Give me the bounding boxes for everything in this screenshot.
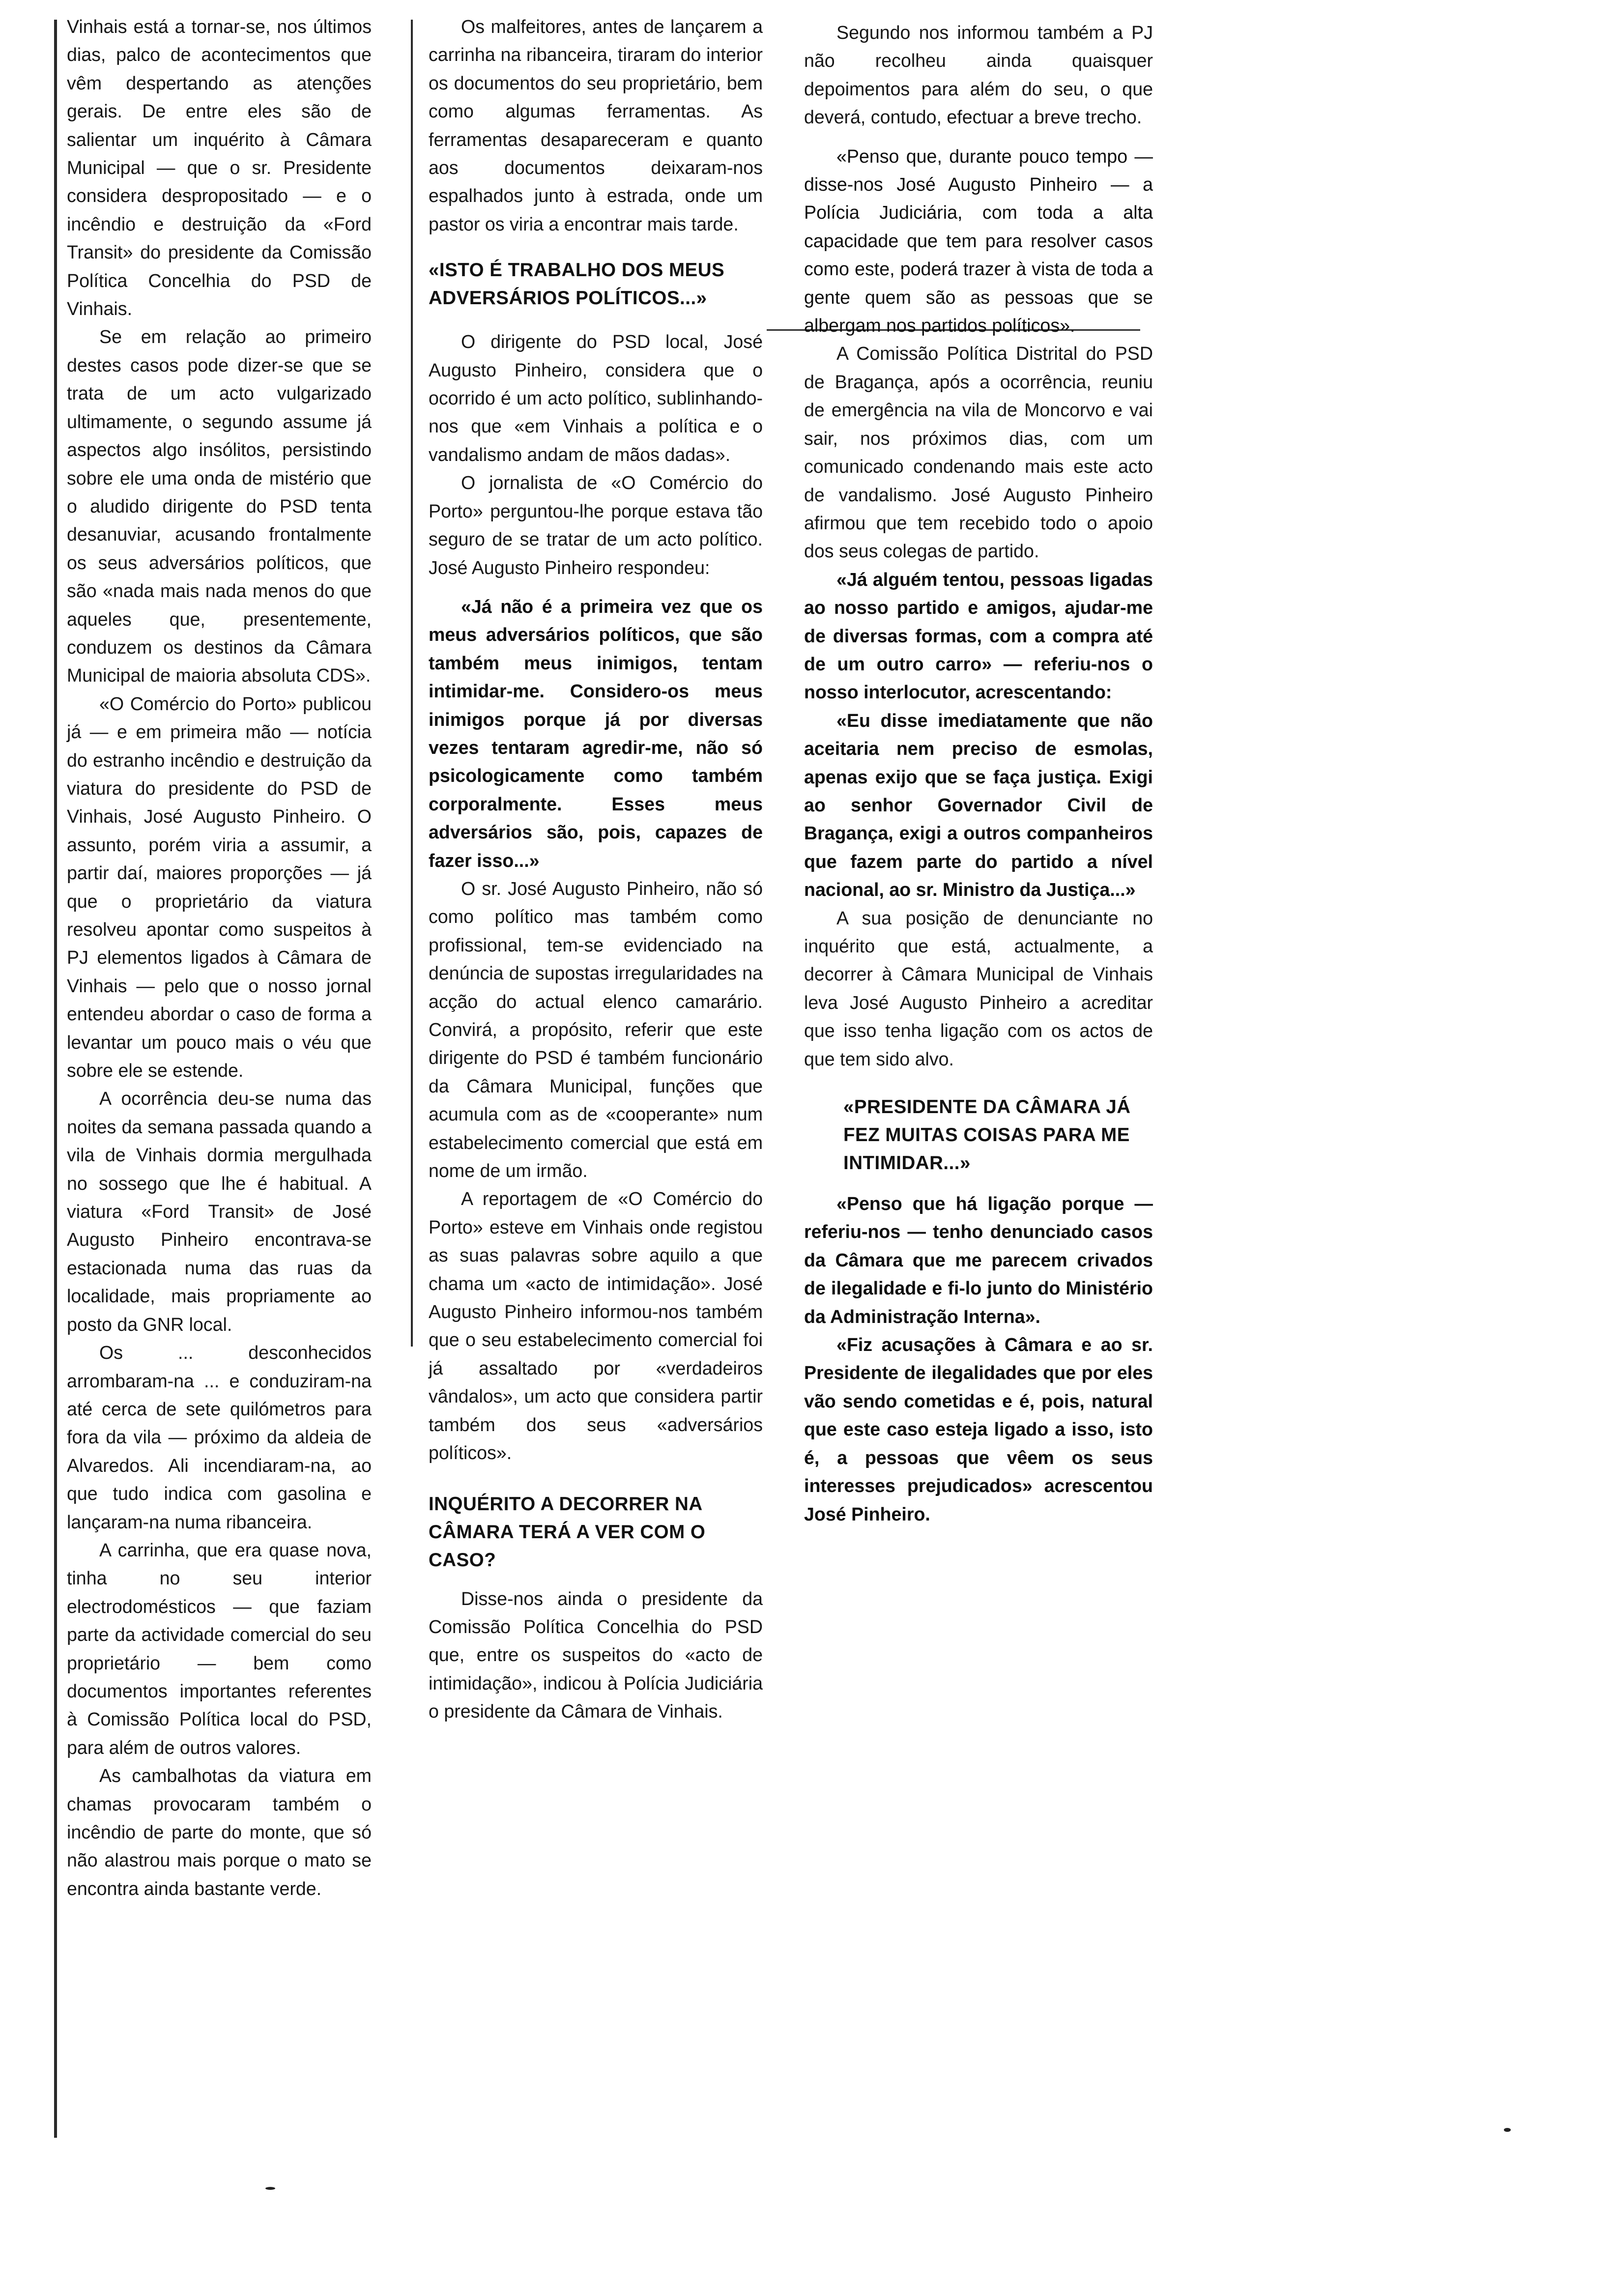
column-rule-middle — [411, 20, 413, 1347]
article-column-2 — [429, 13, 763, 1726]
quote-paragraph: «Penso que há ligação porque — referiu-nos — tenho denunciado casos da Câmara que me parecem crivados de ilegalidade e fi-lo junto do Ministério da Administração Interna». — [804, 1193, 1153, 1327]
paragraph: A Comissão Política Distrital do PSD de Bragança, após a ocorrência, reuniu de emergência na vila de Moncorvo e vai sair, nos próximos dias, com um comunicado condenando mais este acto de vandalismo. José Augusto Pinheiro afirmou que tem recebido todo o apoio dos seus colegas de partido. — [804, 343, 1153, 562]
paragraph: Os malfeitores, antes de lançarem a carrinha na ribanceira, tiraram do interior os documentos do seu proprietário, bem como algumas ferramentas. As ferramentas desapareceram e quanto aos documentos deixaram-nos espalhados junto à estrada, onde um pastor os viria a encontrar mais tarde. — [429, 16, 763, 234]
article-column-3 — [804, 19, 1153, 1528]
paragraph: Disse-nos ainda o presidente da Comissão Política Concelhia do PSD que, entre os suspeitos do «acto de intimidação», indicou à Polícia Judiciária o presidente da Câmara de Vinhais. — [429, 1588, 763, 1722]
scan-speck — [1504, 2128, 1511, 2132]
paragraph: As cambalhotas da viatura em chamas provocaram também o incêndio de parte do monte, que só não alastrou mais porque o mato se encontra ainda bastante verde. — [67, 1765, 372, 1899]
subheading: «PRESIDENTE DA CÂMARA JÁ FEZ MUITAS COISAS PARA ME INTIMIDAR...» — [843, 1096, 1131, 1174]
quote-paragraph: «Penso que, durante pouco tempo — disse-nos José Augusto Pinheiro — a Polícia Judiciária, com toda a alta capacidade que tem para resolver casos como este, poderá trazer à vista de toda a gente quem são as pessoas que se albergam nos partidos políticos». — [804, 145, 1153, 336]
article-column-1 — [67, 13, 372, 1903]
paragraph: O jornalista de «O Comércio do Porto» perguntou-lhe porque estava tão seguro de se tratar de um acto político. José Augusto Pinheiro respondeu: — [429, 472, 763, 578]
paragraph: «O Comércio do Porto» publicou já — e em primeira mão — notícia do estranho incêndio e destruição da viatura do presidente do PSD de Vinhais, José Augusto Pinheiro. O assunto, porém viria a assumir, a partir daí, maiores proporções — já que o proprietário da viatura resolveu apontar como suspeitos à PJ elementos ligados à Câmara de Vinhais — pelo que o nosso jornal entendeu abordar o caso de forma a levantar um pouco mais o véu que sobre ele se estende. — [67, 693, 372, 1081]
quote-paragraph: «Fiz acusações à Câmara e ao sr. Presidente de ilegalidades que por eles vão sendo cometidas e é, pois, natural que este caso esteja ligado a isso, isto é, a pessoas que vêem os seus interesses prejudicados» acrescentou José Pinheiro. — [804, 1334, 1153, 1524]
quote-paragraph: «Eu disse imediatamente que não aceitaria nem preciso de esmolas, apenas exijo que se faça justiça. Exigi ao senhor Governador Civil de Bragança, exigi a outros companheiros que fazem parte do partido a nível nacional, ao sr. Ministro da Justiça...» — [804, 710, 1153, 900]
paragraph: Os ... desconhecidos arrombaram-na ... e conduziram-na até cerca de sete quilómetros para fora da vila — próximo da aldeia de Alvaredos. Ali incendiaram-na, ao que tudo indica com gasolina e lançaram-na numa ribanceira. — [67, 1342, 372, 1532]
paragraph: O sr. José Augusto Pinheiro, não só como político mas também como profissional, tem-se evidenciado na denúncia de supostas irregularidades na acção do actual elenco camarário. Convirá, a propósito, referir que este dirigente do PSD é também funcionário da Câmara Municipal, funções que acumula com as de «cooperante» num estabelecimento comercial que está em nome de um irmão. — [429, 878, 763, 1181]
paragraph: Se em relação ao primeiro destes casos pode dizer-se que se trata de um acto vulgarizado ultimamente, o segundo assume já aspectos algo insólitos, persistindo sobre ele uma onda de mistério que o aludido dirigente do PSD tenta desanuviar, acusando frontalmente os seus adversários políticos, que são «nada mais nada menos do que aqueles que, presentemente, conduzem os destinos da Câmara Municipal de maioria absoluta CDS». — [67, 326, 372, 686]
paragraph: A reportagem de «O Comércio do Porto» esteve em Vinhais onde registou as suas palavras sobre aquilo a que chama um «acto de intimidação». José Augusto Pinheiro informou-nos também que o seu estabelecimento comercial foi já assaltado por «verdadeiros vândalos», um acto que considera partir também dos seus «adversários políticos». — [429, 1188, 763, 1464]
paragraph: A carrinha, que era quase nova, tinha no seu interior electrodomésticos — que faziam parte da actividade comercial do seu proprietário — bem como documentos importantes referentes à Comissão Política local do PSD, para além de outros valores. — [67, 1539, 372, 1758]
paragraph: A sua posição de denunciante no inquérito que está, actualmente, a decorrer à Câmara Municipal de Vinhais leva José Augusto Pinheiro a acreditar que isso tenha ligação com os actos de que tem sido alvo. — [804, 907, 1153, 1069]
subheading: «ISTO É TRABALHO DOS MEUS ADVERSÁRIOS POLÍTICOS...» — [429, 259, 725, 309]
paragraph: Vinhais está a tornar-se, nos últimos dias, palco de acontecimentos que vêm despertando as atenções gerais. De entre eles são de salientar um inquérito à Câmara Municipal — que o sr. Presidente considera despropositado — e o incêndio e destruição da «Ford Transit» do presidente da Comissão Política Concelhia do PSD de Vinhais. — [67, 16, 372, 319]
column-rule-left — [54, 20, 57, 2138]
subheading: INQUÉRITO A DECORRER NA CÂMARA TERÁ A VER COM O CASO? — [429, 1493, 706, 1571]
paragraph: A ocorrência deu-se numa das noites da semana passada quando a vila de Vinhais dormia mergulhada no sossego que lhe é habitual. A viatura «Ford Transit» de José Augusto Pinheiro encontrava-se estacionada numa das ruas da localidade, mais propriamente ao posto da GNR local. — [67, 1088, 372, 1335]
scan-speck — [265, 2187, 275, 2190]
paragraph: O dirigente do PSD local, José Augusto Pinheiro, considera que o ocorrido é um acto político, sublinhando-nos que «em Vinhais a política e o vandalismo andam de mãos dadas». — [429, 331, 763, 465]
paragraph: Segundo nos informou também a PJ não recolheu ainda quaisquer depoimentos para além do seu, o que deverá, contudo, efectuar a breve trecho. — [804, 22, 1153, 128]
quote-paragraph: «Já alguém tentou, pessoas ligadas ao nosso partido e amigos, ajudar-me de diversas formas, com a compra até de um outro carro» — referiu-nos o nosso interlocutor, acrescentando: — [804, 569, 1153, 703]
quote-paragraph: «Já não é a primeira vez que os meus adversários políticos, que são também meus inimigos, tentam intimidar-me. Considero-os meus inimigos porque já por diversas vezes tentaram agredir-me, não só psicologicamente como também corporalmente. Esses meus adversários são, pois, capazes de fazer isso...» — [429, 596, 763, 871]
